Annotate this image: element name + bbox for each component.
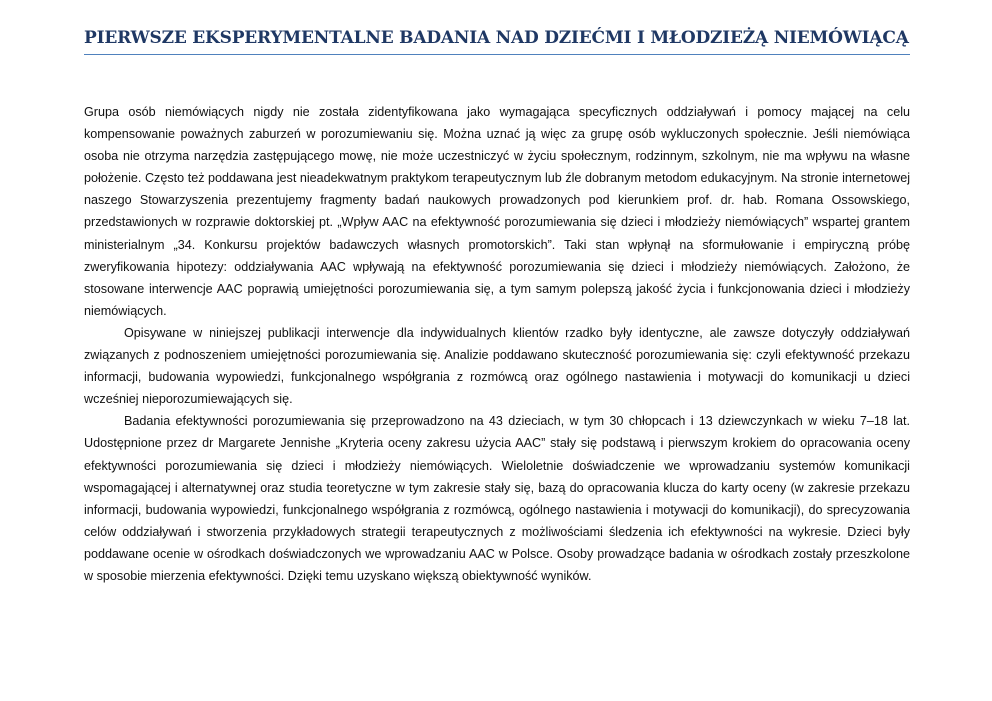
paragraph-interventions: Opisywane w niniejszej publikacji interwencje dla indywidualnych klientów rzadko były identyczne, ale zawsze dotyczyły oddziaływań związanych z podnoszeniem umiejętności porozumiewania się. Analizie poddawano skuteczność porozumiewania się: czyli efektywność przekazu informacji, budowania wypowiedzi, funkcjonalnego współgrania z rozmówcą oraz ogólnego nastawienia i motywacji do komunikacji u dzieci wcześniej nieporozumiewających się. bbox=[84, 325, 910, 407]
title-underline bbox=[84, 54, 910, 55]
document-body bbox=[84, 101, 910, 587]
paragraph-study: Badania efektywności porozumiewania się przeprowadzono na 43 dzieciach, w tym 30 chłopcach i 13 dziewczynkach w wieku 7–18 lat. Udostępnione przez dr Margarete Jennishe „Kryteria oceny zakresu użycia AAC” stały się podstawą i pierwszym krokiem do opracowania oceny efektywności porozumiewania się dzieci i młodzieży niemówiących. Wieloletnie doświadczenie we wprowadzaniu systemów komunikacji wspomagającej i alternatywnej oraz studia teoretyczne w tym zakresie stały się, bazą do opracowania klucza do karty oceny (w zakresie przekazu informacji, budowania wypowiedzi, funkcjonalnego współgrania z rozmówcą, ogólnego nastawienia i motywacji do komunikacji), do sprecyzowania celów oddziaływań i stworzenia przykładowych strategii terapeutycznych z możliwościami śledzenia ich efektywności na wykresie. Dzieci były poddawane ocenie w ośrodkach doświadczonych we wprowadzaniu AAC w Polsce. Osoby prowadzące badania w ośrodkach zostały przeszkolone w sposobie mierzenia efektywności. Dzięki temu uzyskano większą obiektywność wyników. bbox=[84, 414, 910, 583]
page-title: PIERWSZE EKSPERYMENTALNE BADANIA NAD DZIEĆMI I MŁODZIEŻĄ NIEMÓWIĄCĄ bbox=[84, 28, 909, 48]
paragraph-intro: Grupa osób niemówiących nigdy nie została zidentyfikowana jako wymagająca specyficznych oddziaływań i pomocy mającej na celu kompensowanie poważnych zaburzeń w porozumiewaniu się. Można uznać ją więc za grupę osób wykluczonych społecznie. Jeśli niemówiąca osoba nie otrzyma narzędzia zastępującego mowę, nie może uczestniczyć w życiu społecznym, rodzinnym, szkolnym, nie ma wpływu na własne położenie. Często też poddawana jest nieadekwatnym praktykom terapeutycznym lub źle dobranym metodom edukacyjnym. Na stronie internetowej naszego Stowarzyszenia prezentujemy fragmenty badań naukowych prowadzonych pod kierunkiem prof. dr. hab. Romana Ossowskiego, przedstawionych w rozprawie doktorskiej pt. „Wpływ AAC na efektywność porozumiewania się dzieci i młodzieży niemówiących” wspartej grantem ministerialnym „34. Konkursu projektów badawczych własnych promotorskich”. Taki stan wpłynął na sformułowanie i empiryczną próbę zweryfikowania hipotezy: oddziaływania AAC wpływają na efektywność porozumiewania się dzieci i młodzieży niemówiących. Założono, że stosowane interwencje AAC poprawią umiejętności porozumiewania się, a tym samym polepszą jakość życia i funkcjonowania dzieci i młodzieży niemówiących. bbox=[84, 105, 910, 318]
